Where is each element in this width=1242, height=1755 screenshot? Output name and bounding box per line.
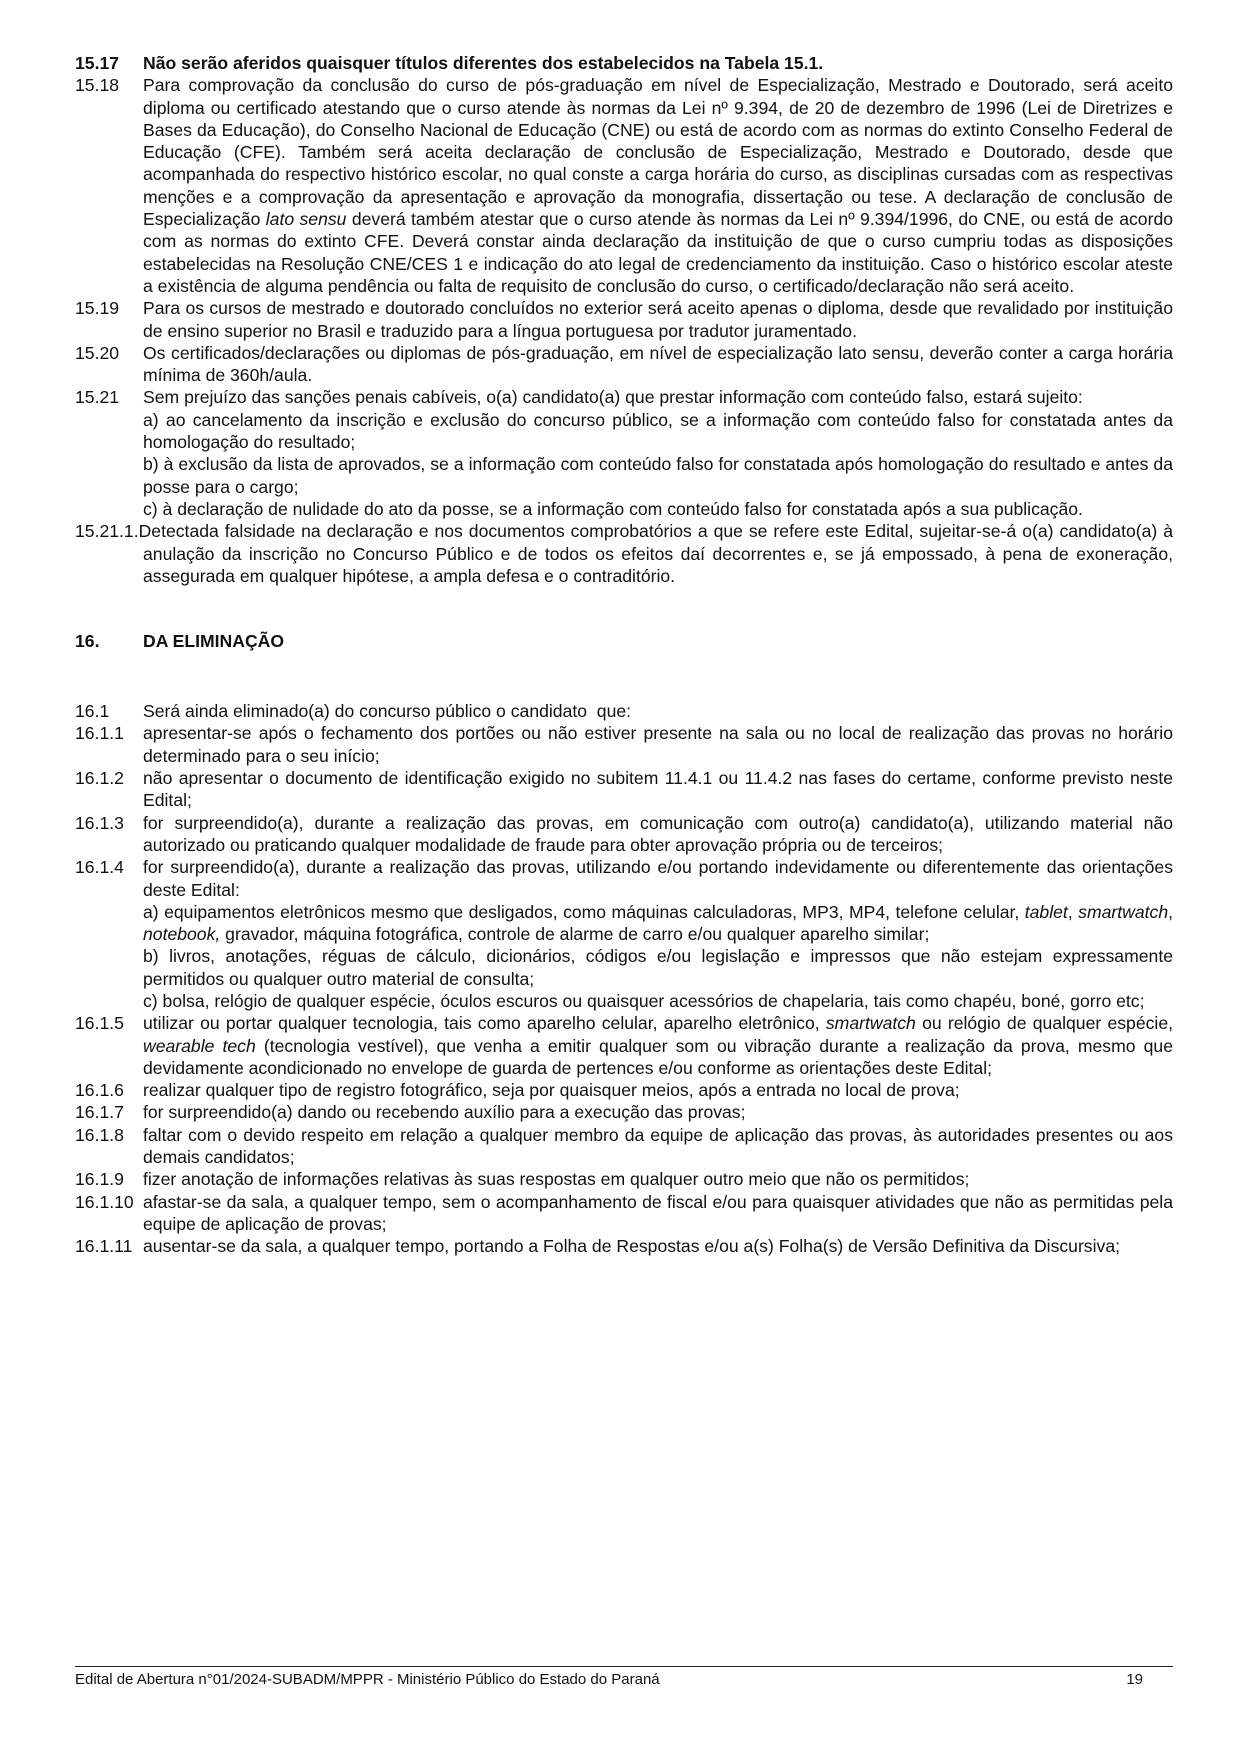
item-number: 16.1.5 (75, 1013, 124, 1034)
item-16-1-2 (75, 767, 1173, 812)
item-text: for surpreendido(a) dando ou recebendo auxílio para a execução das provas; (143, 1102, 746, 1123)
item-number: 16.1.6 (75, 1080, 124, 1101)
item-text: afastar-se da sala, a qualquer tempo, sem o acompanhamento de fiscal e/ou para quaisquer atividades que não as permitidas pela equipe de aplicação de provas; (143, 1191, 1173, 1234)
footer-document-title: Edital de Abertura n°01/2024-SUBADM/MPPR - Ministério Público do Estado do Paraná (75, 1671, 660, 1688)
item-number: 16.1.7 (75, 1102, 124, 1123)
item-16-1-5 (75, 1012, 1173, 1079)
item-text: Será ainda eliminado(a) do concurso público o candidato que: (143, 701, 632, 722)
item-text: Não serão aferidos quaisquer títulos diferentes dos estabelecidos na Tabela 15.1. (143, 53, 824, 73)
item-15-21-1 (75, 520, 1173, 587)
item-16-1-11 (75, 1235, 1173, 1257)
item-text: Para comprovação da conclusão do curso de pós-graduação em nível de Especialização, Mestrado e Doutorado, será aceito diploma ou certificado atestando que o curso atende às normas da Lei nº 9.394, de 20 de dezembro de 1996 (Lei de Diretrizes e Bases da Educação), do Conselho Nacional de Educação (CNE) ou está de acordo com as normas do extinto Conselho Federal de Educação (CFE). Também será aceita declaração de conclusão de Especialização, Mestrado e Doutorado, desde que acompanhada do respectivo histórico escolar, no qual conste a carga horária do curso, as disciplinas cursadas com as respectivas menções e a comprovação da apresentação e aprovação da monografia, dissertação ou tese. A declaração de conclusão de Especialização lato sensu deverá também atestar que o curso atende às normas da Lei nº 9.394/1996, do CNE, ou está de acordo com as normas do extinto CFE. Deverá constar ainda declaração da instituição de que o curso cumpriu todas as disposições estabelecidas na Resolução CNE/CES 1 e indicação do ato legal de credenciamento da instituição. Caso o histórico escolar ateste a existência de alguma pendência ou falta de requisito de conclusão do curso, o certificado/declaração não será aceito. (143, 75, 1174, 296)
item-16-1-7 (75, 1101, 1173, 1123)
item-number: 15.20 (75, 342, 120, 363)
item-16-1-8 (75, 1124, 1173, 1169)
item-text: Sem prejuízo das sanções penais cabíveis, o(a) candidato(a) que prestar informação com conteúdo falso, estará sujeito: (143, 387, 1083, 408)
item-16-1-6 (75, 1079, 1173, 1101)
item-text: 15.21.1.Detectada falsidade na declaração e nos documentos comprobatórios a que se refere este Edital, sujeitar-se-á o(a) candidato(a) à anulação da inscrição no Concurso Público e de todos os efeitos daí decorrentes e, se já empossado, à pena de exoneração, assegurada em qualquer hipótese, a ampla defesa e o contraditório. (75, 521, 1173, 586)
section-heading (75, 631, 1173, 652)
item-16-1-4 (75, 856, 1173, 1012)
item-text: realizar qualquer tipo de registro fotográfico, seja por quaisquer meios, após a entrada no local de prova; (143, 1080, 960, 1101)
sub-item-c: c) bolsa, relógio de qualquer espécie, óculos escuros ou quaisquer acessórios de chapelaria, tais como chapéu, boné, gorro etc; (143, 990, 1145, 1011)
item-number: 16.1.4 (75, 857, 124, 878)
item-number: 16.1.10 (75, 1191, 134, 1212)
item-number: 15.21.1. (75, 521, 139, 542)
item-number: 16.1.3 (75, 812, 124, 833)
item-16-1 (75, 700, 1173, 722)
item-text: for surpreendido(a), durante a realização das provas, utilizando e/ou portando indevidamente ou diferentemente das orientações deste Edital: (143, 857, 1173, 900)
item-number: 16.1 (75, 701, 110, 722)
item-text: fizer anotação de informações relativas às suas respostas em qualquer outro meio que não os permitidos; (143, 1169, 970, 1190)
sub-item-b: b) livros, anotações, réguas de cálculo, dicionários, códigos e/ou legislação e impressos que não estejam expressamente permitidos ou qualquer outro material de consulta; (143, 946, 1173, 989)
item-text: apresentar-se após o fechamento dos portões ou não estiver presente na sala ou no local de realização das provas no horário determinado para o seu início; (143, 723, 1173, 766)
page-number: 19 (1126, 1671, 1143, 1688)
item-text: Para os cursos de mestrado e doutorado concluídos no exterior será aceito apenas o diploma, desde que revalidado por instituição de ensino superior no Brasil e traduzido para a língua portuguesa por tradutor juramentado. (143, 298, 1173, 341)
item-15-21 (75, 386, 1173, 520)
item-text: faltar com o devido respeito em relação a qualquer membro da equipe de aplicação das provas, às autoridades presentes ou aos demais candidatos; (143, 1124, 1173, 1168)
item-15-20 (75, 342, 1173, 387)
item-number: 16.1.2 (75, 768, 124, 789)
item-number: 15.19 (75, 298, 120, 319)
item-text: Os certificados/declarações ou diplomas de pós-graduação, em nível de especialização lato sensu, deverão conter a carga horária mínima de 360h/aula. (143, 342, 1173, 386)
sub-item-c: c) à declaração de nulidade do ato da posse, se a informação com conteúdo falso for constatada após a sua publicação. (143, 498, 1083, 519)
item-number: 16.1.8 (75, 1124, 124, 1145)
item-number: 15.18 (75, 75, 120, 96)
item-number: 15.17 (75, 53, 120, 73)
item-15-19 (75, 297, 1173, 342)
item-number: 15.21 (75, 387, 120, 408)
item-text: utilizar ou portar qualquer tecnologia, tais como aparelho celular, aparelho eletrônico, smartwatch ou relógio de qualquer espécie, wearable tech (tecnologia vestível), que venha a emitir qualquer som ou vibração durante a realização da prova, mesmo que devidamente acondicionado no envelope de guarda de pertences e/ou conforme as orientações deste Edital; (143, 1013, 1174, 1078)
item-number: 16.1.11 (75, 1236, 133, 1257)
sub-item-a: a) equipamentos eletrônicos mesmo que desligados, como máquinas calculadoras, MP3, MP4, telefone celular, tablet, smartwatch, notebook, gravador, máquina fotográfica, controle de alarme de carro e/ou qualquer aparelho similar; (143, 901, 1173, 945)
item-text: for surpreendido(a), durante a realização das provas, em comunicação com outro(a) candidato(a), utilizando material não autorizado ou praticando qualquer modalidade de fraude para obter aprovação própria ou de terceiros; (143, 812, 1173, 855)
section-title: DA ELIMINAÇÃO (143, 631, 285, 652)
item-16-1-3 (75, 812, 1173, 857)
item-number: 16.1.9 (75, 1169, 124, 1190)
item-number: 16.1.1 (75, 723, 124, 744)
sub-item-a: a) ao cancelamento da inscrição e exclusão do concurso público, se a informação com conteúdo falso for constatada antes da homologação do resultado; (143, 409, 1173, 453)
item-15-17 (75, 52, 1173, 74)
item-text: ausentar-se da sala, a qualquer tempo, portando a Folha de Respostas e/ou a(s) Folha(s) de Versão Definitiva da Discursiva; (143, 1236, 1120, 1257)
item-16-1-9 (75, 1168, 1173, 1190)
footer-divider (75, 1666, 1173, 1667)
item-16-1-1 (75, 722, 1173, 767)
item-text: não apresentar o documento de identificação exigido no subitem 11.4.1 ou 11.4.2 nas fases do certame, conforme previsto neste Edital; (143, 768, 1173, 811)
item-15-18 (75, 74, 1173, 297)
section-number: 16. (75, 631, 100, 652)
item-16-1-10 (75, 1191, 1173, 1236)
document-page (75, 52, 1173, 1258)
sub-item-b: b) à exclusão da lista de aprovados, se a informação com conteúdo falso for constatada após homologação do resultado e antes da posse para o cargo; (143, 454, 1173, 497)
page-footer (75, 1666, 1173, 1688)
